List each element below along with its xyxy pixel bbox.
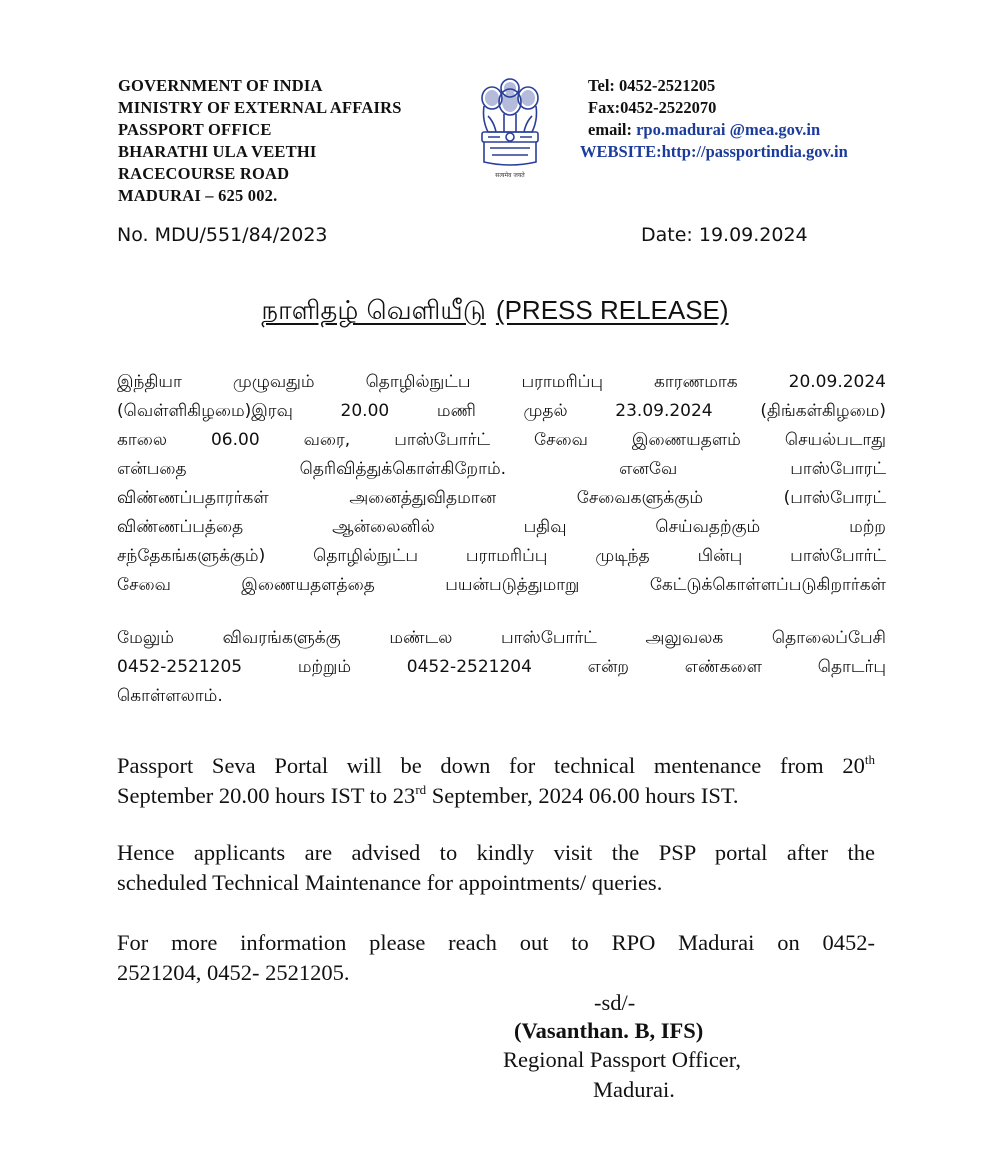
- text-line: சந்தேகங்களுக்கும்) தொழில்நுட்ப பராமரிப்பு முடிந்த பின்பு பாஸ்போர்ட்: [117, 546, 886, 566]
- address-line: BHARATHI ULA VEETHI: [118, 142, 317, 161]
- text-line: விண்ணப்பத்தை ஆன்லைனில் பதிவு செய்வதற்கும் மற்ற: [117, 517, 886, 537]
- office-address-block: [118, 75, 402, 207]
- text-line: சேவை இணையதளத்தை பயன்படுத்துமாறு கேட்டுக்கொள்ளப்படுகிறார்கள்: [117, 575, 886, 595]
- page-title: [0, 295, 990, 329]
- text-line: விண்ணப்பதாரர்கள் அனைத்துவிதமான சேவைகளுக்கும் (பாஸ்போரட்: [117, 488, 886, 508]
- english-paragraph-2: [117, 838, 875, 898]
- website-line: [580, 141, 848, 163]
- contact-block: [580, 75, 848, 163]
- text-line: கொள்ளலாம்.: [117, 686, 223, 706]
- title-tamil: நாளிதழ் வெளியீடு: [261, 296, 486, 326]
- english-paragraph-3: [117, 928, 875, 988]
- tel-value: 0452-2521205: [619, 76, 716, 95]
- text-line: [117, 751, 875, 781]
- tamil-paragraph-1: [117, 368, 886, 600]
- fax-line: [588, 97, 848, 119]
- tel-line: [588, 75, 848, 97]
- text-line: [117, 781, 875, 811]
- email-label: email:: [588, 120, 632, 139]
- signatory-designation: Regional Passport Officer,: [503, 1047, 742, 1072]
- signatory-city: Madurai.: [593, 1077, 675, 1102]
- website-link[interactable]: http://passportindia.gov.in: [661, 142, 848, 161]
- text-line: For more information please reach out to RPO Madurai on 0452-: [117, 930, 875, 955]
- emblem-motto: सत्यमेव जयते: [495, 172, 525, 179]
- signed-mark: -sd/-: [594, 990, 636, 1015]
- text-line: scheduled Technical Maintenance for appointments/ queries.: [117, 870, 663, 895]
- email-link[interactable]: rpo.madurai @mea.gov.in: [636, 120, 821, 139]
- address-line: MINISTRY OF EXTERNAL AFFAIRS: [118, 98, 402, 117]
- address-line: PASSPORT OFFICE: [118, 120, 272, 139]
- address-line: GOVERNMENT OF INDIA: [118, 76, 323, 95]
- ordinal-suffix: rd: [415, 782, 427, 797]
- title-english: (PRESS RELEASE): [495, 295, 729, 325]
- tel-label: Tel:: [588, 76, 615, 95]
- document-date: Date: 19.09.2024: [641, 224, 808, 246]
- text-line: (வெள்ளிகிழமை)இரவு 20.00 மணி முதல் 23.09.2024 (திங்கள்கிழமை): [117, 401, 886, 421]
- ordinal-suffix: th: [864, 752, 875, 767]
- text-line: மேலும் விவரங்களுக்கு மண்டல பாஸ்போர்ட் அலுவலக தொலைப்பேசி: [117, 628, 886, 648]
- fax-value: 0452-2522070: [620, 98, 717, 117]
- national-emblem-icon: [474, 76, 546, 180]
- tamil-paragraph-2: [117, 624, 886, 711]
- text-line: இந்தியா முழுவதும் தொழில்நுட்ப பராமரிப்பு காரணமாக 20.09.2024: [117, 372, 886, 392]
- line-text: Passport Seva Portal will be down for technical mentenance from 20: [117, 753, 865, 778]
- address-line: RACECOURSE ROAD: [118, 164, 290, 183]
- fax-label: Fax:: [588, 98, 621, 117]
- website-label: WEBSITE:: [580, 142, 662, 161]
- english-paragraph-1: [117, 751, 875, 811]
- text-line: காலை 06.00 வரை, பாஸ்போர்ட் சேவை இணையதளம் செயல்படாது: [117, 430, 886, 450]
- line-text: September, 2024 06.00 hours IST.: [426, 783, 739, 808]
- address-line: MADURAI – 625 002.: [118, 186, 278, 205]
- text-line: Hence applicants are advised to kindly visit the PSP portal after the: [117, 840, 875, 865]
- line-text: September 20.00 hours IST to 23: [117, 783, 416, 808]
- email-line: [588, 119, 848, 141]
- signatory-name: (Vasanthan. B, IFS): [514, 1018, 704, 1043]
- text-line: 0452-2521205 மற்றும் 0452-2521204 என்ற எண்களை தொடர்பு: [117, 657, 886, 677]
- reference-number: No. MDU/551/84/2023: [117, 224, 328, 246]
- text-line: என்பதை தெரிவித்துக்கொள்கிறோம். எனவே பாஸ்போரட்: [117, 459, 886, 479]
- text-line: 2521204, 0452- 2521205.: [117, 960, 350, 985]
